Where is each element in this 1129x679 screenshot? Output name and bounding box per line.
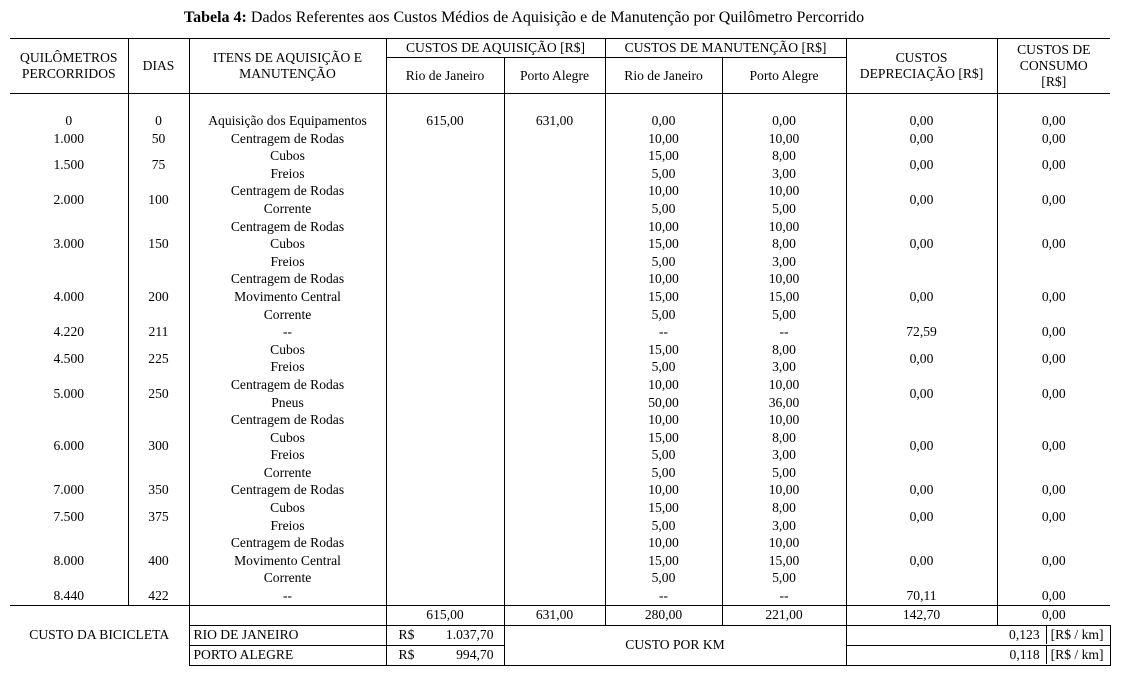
item-name-cell: Centragem de Rodas bbox=[189, 411, 386, 429]
table-row bbox=[10, 112, 1110, 130]
aq-poa-cell bbox=[504, 534, 605, 552]
aq-rio-cell bbox=[386, 147, 504, 165]
aq-rio-cell bbox=[386, 569, 504, 587]
man-rio-cell: 15,00 bbox=[605, 499, 722, 517]
aq-poa-cell bbox=[504, 394, 605, 412]
item-name-cell: Movimento Central bbox=[189, 552, 386, 570]
item-name-cell: Cubos bbox=[189, 147, 386, 165]
km-cell: 2.000 bbox=[53, 192, 85, 208]
table-body bbox=[10, 94, 1110, 666]
man-poa-cell: 10,00 bbox=[722, 411, 846, 429]
km-cell: 1.500 bbox=[53, 156, 85, 172]
total-man-poa: 221,00 bbox=[722, 605, 846, 625]
aq-poa-cell bbox=[504, 446, 605, 464]
header-km: QUILÔMETROS PERCORRIDOS bbox=[10, 39, 128, 94]
depreciacao-cell: 0,00 bbox=[846, 182, 997, 217]
aq-rio-cell bbox=[386, 323, 504, 341]
aq-poa-cell bbox=[504, 464, 605, 482]
man-poa-cell: 5,00 bbox=[722, 306, 846, 324]
spacer-cell bbox=[189, 94, 386, 113]
city-name-poa: PORTO ALEGRE bbox=[189, 645, 386, 665]
depreciacao-cell: 0,00 bbox=[846, 534, 997, 587]
man-rio-cell: 0,00 bbox=[605, 112, 722, 130]
man-poa-cell: 10,00 bbox=[722, 218, 846, 236]
aq-rio-cell bbox=[386, 165, 504, 183]
man-rio-cell: 15,00 bbox=[605, 288, 722, 306]
aq-rio-cell bbox=[386, 552, 504, 570]
header-dias: DIAS bbox=[128, 39, 189, 94]
currency-symbol: R$ bbox=[398, 627, 415, 643]
header-consumo: CUSTOS DE CONSUMO [R$] bbox=[997, 39, 1110, 94]
aq-poa-cell bbox=[504, 376, 605, 394]
man-rio-cell: 10,00 bbox=[605, 376, 722, 394]
man-poa-cell: 15,00 bbox=[722, 288, 846, 306]
man-poa-cell: 3,00 bbox=[722, 358, 846, 376]
item-name-cell: Centragem de Rodas bbox=[189, 481, 386, 499]
item-name-cell: Freios bbox=[189, 253, 386, 271]
aq-poa-cell bbox=[504, 411, 605, 429]
item-name-cell: Pneus bbox=[189, 394, 386, 412]
man-poa-cell: 3,00 bbox=[722, 253, 846, 271]
dias-cell: 150 bbox=[128, 218, 189, 271]
aq-rio-cell bbox=[386, 341, 504, 359]
man-rio-cell: 5,00 bbox=[605, 306, 722, 324]
km-cell: 8.000 bbox=[53, 552, 85, 568]
depreciacao-cell: 0,00 bbox=[846, 411, 997, 481]
total-aq-rj: 615,00 bbox=[386, 605, 504, 625]
man-poa-cell: 10,00 bbox=[722, 376, 846, 394]
aq-poa-cell bbox=[504, 481, 605, 499]
depreciacao-cell: 0,00 bbox=[846, 270, 997, 323]
consumo-cell: 0,00 bbox=[997, 499, 1110, 534]
depreciacao-cell: 0,00 bbox=[846, 130, 997, 148]
header-aq-poa: Porto Alegre bbox=[504, 58, 605, 94]
dias-cell: 422 bbox=[128, 587, 189, 605]
man-poa-cell: 5,00 bbox=[722, 200, 846, 218]
table-row bbox=[10, 534, 1110, 552]
man-poa-cell: 3,00 bbox=[722, 517, 846, 535]
aq-rio-cell bbox=[386, 270, 504, 288]
totals-row bbox=[10, 605, 1110, 625]
consumo-cell: 0,00 bbox=[997, 270, 1110, 323]
aq-rio-cell bbox=[386, 517, 504, 535]
header-aq-rio: Rio de Janeiro bbox=[386, 58, 504, 94]
total-dep: 142,70 bbox=[846, 605, 997, 625]
table-header bbox=[10, 39, 1110, 94]
man-rio-cell: 5,00 bbox=[605, 517, 722, 535]
depreciacao-cell: 0,00 bbox=[846, 147, 997, 182]
item-name-cell: Cubos bbox=[189, 429, 386, 447]
dias-cell: 75 bbox=[128, 147, 189, 182]
aq-rio-cell bbox=[386, 130, 504, 148]
dias-cell: 350 bbox=[128, 481, 189, 499]
man-poa-cell: 8,00 bbox=[722, 235, 846, 253]
consumo-cell: 0,00 bbox=[997, 182, 1110, 217]
man-rio-cell: -- bbox=[605, 587, 722, 605]
dias-cell: 250 bbox=[128, 376, 189, 411]
depreciacao-cell: 0,00 bbox=[846, 481, 997, 499]
aq-poa-cell bbox=[504, 288, 605, 306]
table-row bbox=[10, 130, 1110, 148]
aq-rio-cell bbox=[386, 499, 504, 517]
cost-per-km-label: CUSTO POR KM bbox=[504, 625, 846, 665]
depreciacao-cell: 0,00 bbox=[846, 376, 997, 411]
aq-poa-cell bbox=[504, 358, 605, 376]
table-row bbox=[10, 218, 1110, 236]
item-name-cell: Freios bbox=[189, 517, 386, 535]
aq-rio-cell bbox=[386, 394, 504, 412]
item-name-cell: Centragem de Rodas bbox=[189, 218, 386, 236]
spacer-row bbox=[10, 94, 1110, 113]
caption-label: Tabela 4: bbox=[183, 9, 247, 26]
man-poa-cell: -- bbox=[722, 587, 846, 605]
item-name-cell: Cubos bbox=[189, 499, 386, 517]
man-poa-cell: 10,00 bbox=[722, 270, 846, 288]
aq-poa-cell bbox=[504, 429, 605, 447]
aq-poa-cell bbox=[504, 165, 605, 183]
item-name-cell: Freios bbox=[189, 358, 386, 376]
aq-poa-cell bbox=[504, 130, 605, 148]
km-cell: 5.000 bbox=[53, 385, 85, 401]
consumo-cell: 0,00 bbox=[997, 112, 1110, 130]
man-rio-cell: 10,00 bbox=[605, 534, 722, 552]
totals-label-cell bbox=[189, 605, 386, 625]
km-cell: 4.500 bbox=[53, 350, 85, 366]
man-rio-cell: 15,00 bbox=[605, 552, 722, 570]
man-rio-cell: 5,00 bbox=[605, 253, 722, 271]
man-poa-cell: -- bbox=[722, 323, 846, 341]
km-cell: 3.000 bbox=[53, 236, 85, 252]
table-row bbox=[10, 587, 1110, 605]
aq-rio-cell bbox=[386, 218, 504, 236]
man-rio-cell: 5,00 bbox=[605, 358, 722, 376]
cost-per-km-poa bbox=[846, 645, 1110, 665]
spacer-cell bbox=[386, 94, 504, 113]
consumo-cell: 0,00 bbox=[997, 341, 1110, 376]
bike-cost-poa bbox=[386, 645, 504, 665]
table-row bbox=[10, 323, 1110, 341]
aq-poa-cell bbox=[504, 517, 605, 535]
man-rio-cell: 5,00 bbox=[605, 569, 722, 587]
per-km-unit: [R$ / km] bbox=[1046, 626, 1104, 644]
man-rio-cell: 5,00 bbox=[605, 446, 722, 464]
table-caption bbox=[0, 9, 1048, 27]
man-rio-cell: 5,00 bbox=[605, 165, 722, 183]
dias-cell: 300 bbox=[128, 411, 189, 481]
consumo-cell: 0,00 bbox=[997, 147, 1110, 182]
aq-rio-cell bbox=[386, 358, 504, 376]
dias-cell: 400 bbox=[128, 534, 189, 587]
table-row bbox=[10, 481, 1110, 499]
per-km-value: 0,118 bbox=[1009, 647, 1040, 663]
item-name-cell: Corrente bbox=[189, 464, 386, 482]
aq-poa-cell bbox=[504, 182, 605, 200]
consumo-cell: 0,00 bbox=[997, 218, 1110, 271]
man-poa-cell: 8,00 bbox=[722, 147, 846, 165]
cost-value: 994,70 bbox=[456, 647, 494, 663]
table-row bbox=[10, 182, 1110, 200]
consumo-cell: 0,00 bbox=[997, 323, 1110, 341]
item-name-cell: -- bbox=[189, 323, 386, 341]
aq-rio-cell bbox=[386, 200, 504, 218]
man-rio-cell: 10,00 bbox=[605, 218, 722, 236]
header-aquisicao: CUSTOS DE AQUISIÇÃO [R$] bbox=[386, 39, 605, 58]
cost-table bbox=[10, 38, 1111, 666]
per-km-value: 0,123 bbox=[1009, 627, 1040, 643]
consumo-cell: 0,00 bbox=[997, 534, 1110, 587]
spacer-cell bbox=[997, 94, 1110, 113]
man-rio-cell: 10,00 bbox=[605, 411, 722, 429]
cost-value: 1.037,70 bbox=[445, 627, 494, 643]
table-row bbox=[10, 270, 1110, 288]
aq-poa-cell: 631,00 bbox=[504, 112, 605, 130]
man-rio-cell: 15,00 bbox=[605, 235, 722, 253]
man-poa-cell: 8,00 bbox=[722, 499, 846, 517]
aq-rio-cell: 615,00 bbox=[386, 112, 504, 130]
header-itens: ITENS DE AQUISIÇÃO E MANUTENÇÃO bbox=[189, 39, 386, 94]
header-manutencao: CUSTOS DE MANUTENÇÃO [R$] bbox=[605, 39, 846, 58]
aq-poa-cell bbox=[504, 218, 605, 236]
aq-poa-cell bbox=[504, 569, 605, 587]
aq-poa-cell bbox=[504, 587, 605, 605]
caption-text: Dados Referentes aos Custos Médios de Aquisição e de Manutenção por Quilômetro Percorrido bbox=[250, 9, 865, 26]
man-poa-cell: 5,00 bbox=[722, 569, 846, 587]
man-rio-cell: 50,00 bbox=[605, 394, 722, 412]
per-km-unit: [R$ / km] bbox=[1046, 646, 1104, 664]
aq-poa-cell bbox=[504, 200, 605, 218]
man-poa-cell: 3,00 bbox=[722, 446, 846, 464]
depreciacao-cell: 72,59 bbox=[846, 323, 997, 341]
aq-rio-cell bbox=[386, 411, 504, 429]
city-name-rj: RIO DE JANEIRO bbox=[189, 625, 386, 645]
total-aq-poa: 631,00 bbox=[504, 605, 605, 625]
aq-poa-cell bbox=[504, 235, 605, 253]
aq-poa-cell bbox=[504, 270, 605, 288]
man-rio-cell: -- bbox=[605, 323, 722, 341]
km-cell: 8.440 bbox=[53, 588, 85, 604]
aq-poa-cell bbox=[504, 323, 605, 341]
dias-cell: 211 bbox=[128, 323, 189, 341]
consumo-cell: 0,00 bbox=[997, 130, 1110, 148]
aq-rio-cell bbox=[386, 534, 504, 552]
man-poa-cell: 36,00 bbox=[722, 394, 846, 412]
km-cell: 4.220 bbox=[53, 324, 85, 340]
item-name-cell: Movimento Central bbox=[189, 288, 386, 306]
km-cell: 6.000 bbox=[53, 438, 85, 454]
depreciacao-cell: 0,00 bbox=[846, 218, 997, 271]
aq-rio-cell bbox=[386, 464, 504, 482]
man-rio-cell: 15,00 bbox=[605, 429, 722, 447]
man-rio-cell: 10,00 bbox=[605, 130, 722, 148]
total-man-rj: 280,00 bbox=[605, 605, 722, 625]
dias-cell: 50 bbox=[128, 130, 189, 148]
item-name-cell: Centragem de Rodas bbox=[189, 270, 386, 288]
currency-symbol: R$ bbox=[398, 647, 415, 663]
aq-rio-cell bbox=[386, 587, 504, 605]
spacer-cell bbox=[846, 94, 997, 113]
dias-cell: 200 bbox=[128, 270, 189, 323]
km-cell: 1.000 bbox=[53, 130, 85, 146]
aq-poa-cell bbox=[504, 341, 605, 359]
aq-poa-cell bbox=[504, 147, 605, 165]
table-row bbox=[10, 376, 1110, 394]
man-rio-cell: 15,00 bbox=[605, 147, 722, 165]
man-rio-cell: 10,00 bbox=[605, 182, 722, 200]
aq-poa-cell bbox=[504, 306, 605, 324]
item-name-cell: Centragem de Rodas bbox=[189, 376, 386, 394]
dias-cell: 100 bbox=[128, 182, 189, 217]
item-name-cell: Corrente bbox=[189, 569, 386, 587]
item-name-cell: Centragem de Rodas bbox=[189, 534, 386, 552]
man-poa-cell: 0,00 bbox=[722, 112, 846, 130]
aq-rio-cell bbox=[386, 253, 504, 271]
table-row bbox=[10, 411, 1110, 429]
item-name-cell: -- bbox=[189, 587, 386, 605]
item-name-cell: Freios bbox=[189, 165, 386, 183]
km-cell: 7.500 bbox=[53, 508, 85, 524]
man-rio-cell: 5,00 bbox=[605, 464, 722, 482]
dias-cell: 225 bbox=[128, 341, 189, 376]
header-man-poa: Porto Alegre bbox=[722, 58, 846, 94]
bike-cost-label: CUSTO DA BICICLETA bbox=[10, 605, 189, 665]
man-poa-cell: 10,00 bbox=[722, 534, 846, 552]
spacer-cell bbox=[722, 94, 846, 113]
table-row bbox=[10, 147, 1110, 165]
man-rio-cell: 10,00 bbox=[605, 481, 722, 499]
aq-poa-cell bbox=[504, 552, 605, 570]
aq-rio-cell bbox=[386, 376, 504, 394]
depreciacao-cell: 0,00 bbox=[846, 112, 997, 130]
aq-rio-cell bbox=[386, 288, 504, 306]
consumo-cell: 0,00 bbox=[997, 481, 1110, 499]
item-name-cell: Aquisição dos Equipamentos bbox=[189, 112, 386, 130]
consumo-cell: 0,00 bbox=[997, 411, 1110, 481]
aq-rio-cell bbox=[386, 429, 504, 447]
aq-rio-cell bbox=[386, 235, 504, 253]
table-row bbox=[10, 341, 1110, 359]
depreciacao-cell: 0,00 bbox=[846, 499, 997, 534]
aq-rio-cell bbox=[386, 306, 504, 324]
aq-poa-cell bbox=[504, 499, 605, 517]
aq-rio-cell bbox=[386, 446, 504, 464]
cost-per-km-rj bbox=[846, 625, 1110, 645]
spacer-cell bbox=[128, 94, 189, 113]
km-cell: 0 bbox=[65, 113, 73, 128]
item-name-cell: Centragem de Rodas bbox=[189, 182, 386, 200]
man-rio-cell: 5,00 bbox=[605, 200, 722, 218]
spacer-cell bbox=[504, 94, 605, 113]
man-poa-cell: 10,00 bbox=[722, 481, 846, 499]
man-rio-cell: 10,00 bbox=[605, 270, 722, 288]
man-poa-cell: 3,00 bbox=[722, 165, 846, 183]
consumo-cell: 0,00 bbox=[997, 376, 1110, 411]
table-row bbox=[10, 499, 1110, 517]
man-poa-cell: 15,00 bbox=[722, 552, 846, 570]
depreciacao-cell: 0,00 bbox=[846, 341, 997, 376]
spacer-cell bbox=[605, 94, 722, 113]
dias-cell: 375 bbox=[128, 499, 189, 534]
total-cons: 0,00 bbox=[997, 605, 1110, 625]
man-poa-cell: 8,00 bbox=[722, 341, 846, 359]
item-name-cell: Corrente bbox=[189, 200, 386, 218]
aq-rio-cell bbox=[386, 182, 504, 200]
consumo-cell: 0,00 bbox=[997, 587, 1110, 605]
item-name-cell: Centragem de Rodas bbox=[189, 130, 386, 148]
aq-rio-cell bbox=[386, 481, 504, 499]
item-name-cell: Cubos bbox=[189, 341, 386, 359]
item-name-cell: Corrente bbox=[189, 306, 386, 324]
km-cell: 4.000 bbox=[53, 288, 85, 304]
km-cell: 7.000 bbox=[53, 482, 85, 498]
item-name-cell: Freios bbox=[189, 446, 386, 464]
dias-cell: 0 bbox=[128, 112, 189, 130]
header-depreciacao: CUSTOS DEPRECIAÇÃO [R$] bbox=[846, 39, 997, 94]
man-poa-cell: 5,00 bbox=[722, 464, 846, 482]
spacer-cell bbox=[10, 94, 128, 113]
man-poa-cell: 8,00 bbox=[722, 429, 846, 447]
man-poa-cell: 10,00 bbox=[722, 130, 846, 148]
aq-poa-cell bbox=[504, 253, 605, 271]
bike-cost-rj bbox=[386, 625, 504, 645]
depreciacao-cell: 70,11 bbox=[846, 587, 997, 605]
header-man-rio: Rio de Janeiro bbox=[605, 58, 722, 94]
man-poa-cell: 10,00 bbox=[722, 182, 846, 200]
man-rio-cell: 15,00 bbox=[605, 341, 722, 359]
item-name-cell: Cubos bbox=[189, 235, 386, 253]
